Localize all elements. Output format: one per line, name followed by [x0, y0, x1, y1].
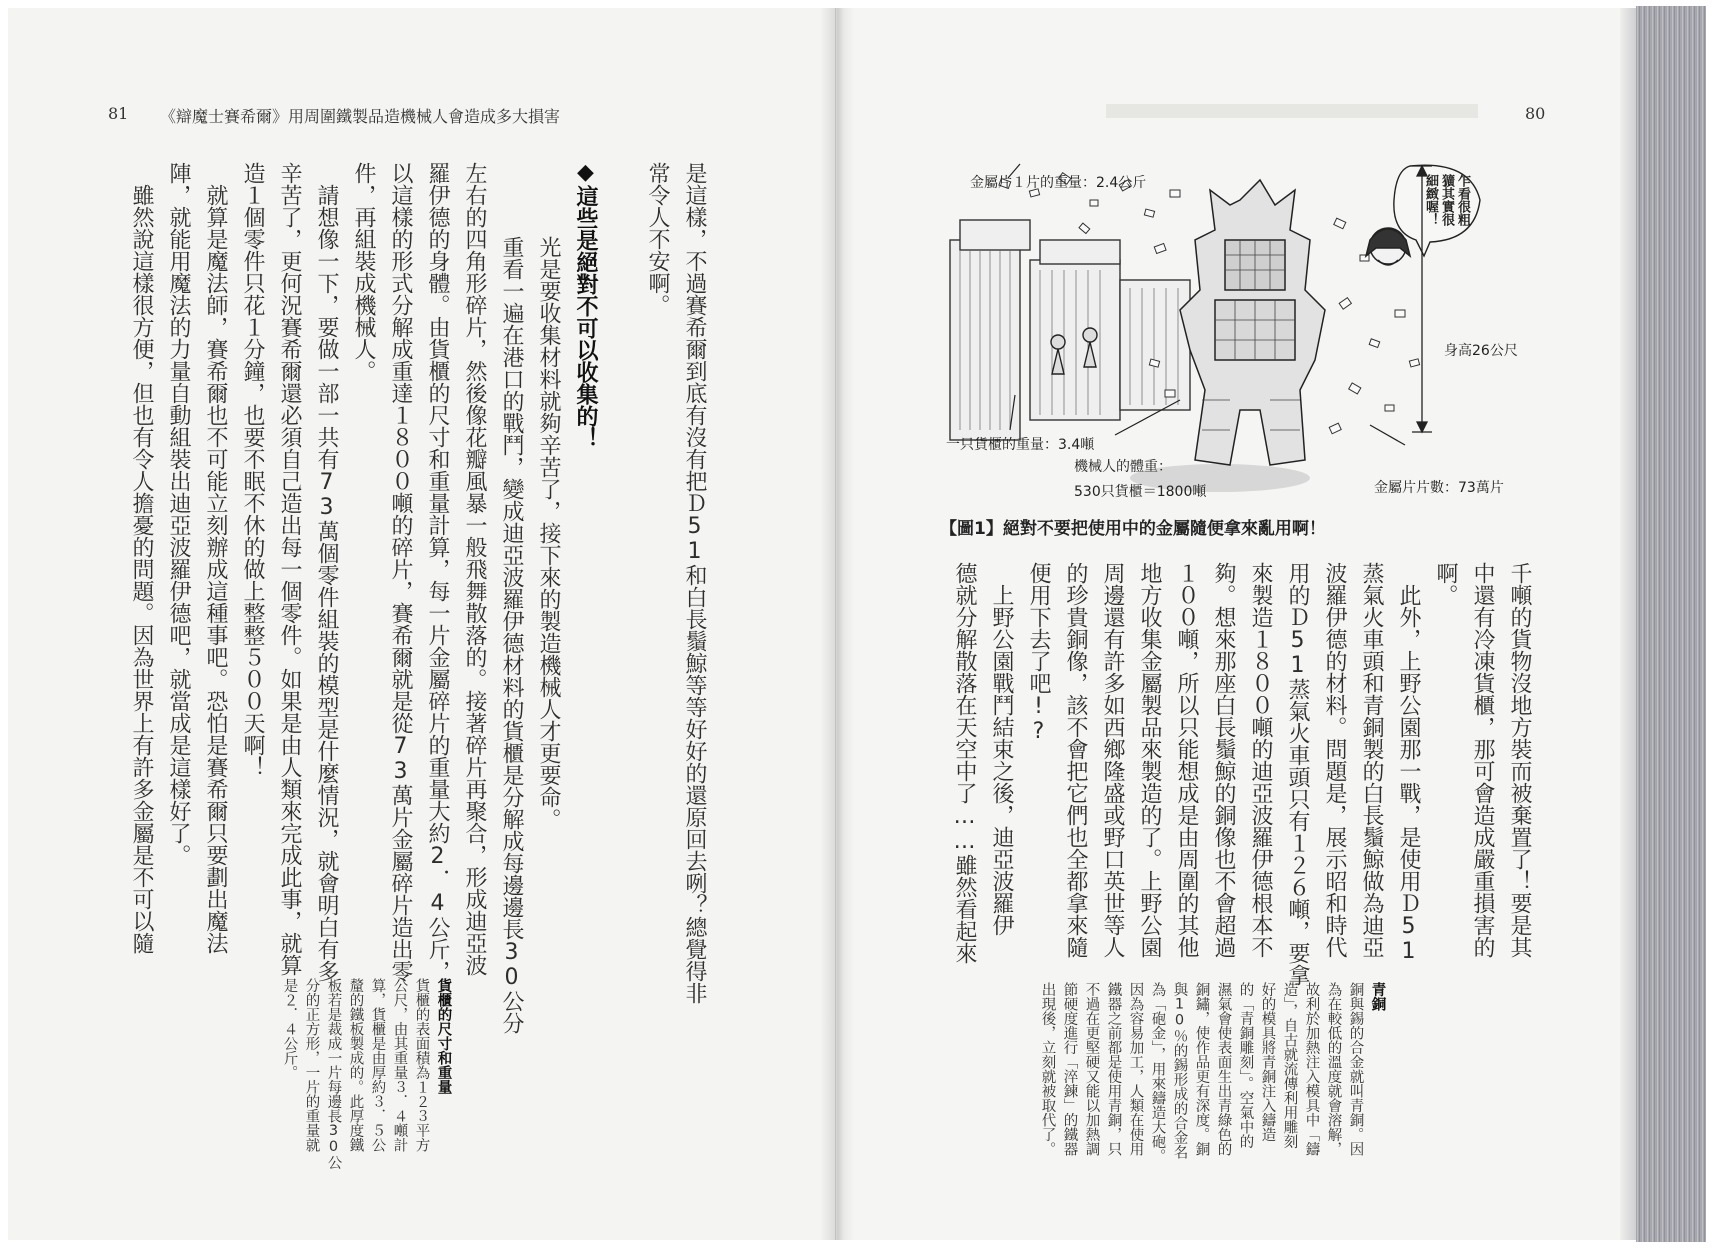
- right-col-11: 地方收集金屬製品來製造的了。上野公園: [1137, 562, 1162, 958]
- left-col-8: 以這樣的形式分解成重達１８００噸的碎片，賽希爾就是從73萬片金屬碎片造出零: [388, 162, 413, 982]
- figure-caption: 【圖1】絕對不要把使用中的金屬隨便拿來亂用啊！: [940, 519, 1326, 539]
- speech-line: 細緻喔！: [1423, 174, 1438, 226]
- left-col-6: 左右的四角形碎片，然後像花瓣風暴一般飛舞散落的。接著碎片再聚合，形成迪亞波: [462, 162, 487, 976]
- note-line: 貨櫃的表面積為１２３平方: [413, 978, 430, 1152]
- note-line: 釐的鐵板製成的。此厚度鐵: [347, 978, 364, 1152]
- note-line: 板若是裁成一片每邊長30公: [325, 978, 342, 1170]
- speech-line: 獷其實很: [1439, 174, 1454, 226]
- note-line: 分的正方形，一片的重量就: [303, 978, 320, 1152]
- note-line: 算，貨櫃是由厚約３．５公: [369, 978, 386, 1152]
- note-line: 的「青銅雕刻」。空氣中的: [1237, 982, 1254, 1149]
- left-col-2: 常令人不安啊。: [645, 162, 670, 316]
- right-col-4: 此外，上野公園那一戰，是使用Ｄ51: [1396, 562, 1421, 964]
- note-line: 好的模具將青銅注入鑄造: [1259, 982, 1276, 1142]
- label-robot-weight-1: 機械人的體重：: [1074, 459, 1172, 475]
- right-col-13: 的珍貴銅像，該不會把它們也全都拿來隨: [1063, 562, 1088, 958]
- label-fragment-count: 金屬片片數：73萬片: [1374, 480, 1504, 496]
- right-col-3: 啊。: [1433, 562, 1458, 606]
- note-line: 為在較低的溫度就會溶解，: [1325, 982, 1342, 1156]
- header-bleedthrough: [1106, 104, 1478, 118]
- left-col-9: 件，再組裝成機械人。: [351, 162, 376, 382]
- left-col-15: 雖然說這樣很方便，但也有令人擔憂的問題。因為世界上有許多金屬是不可以隨: [129, 162, 154, 954]
- right-col-14: 便用下去了吧!?: [1026, 562, 1051, 744]
- right-col-5: 蒸氣火車頭和青銅製的白長鬚鯨做為迪亞: [1359, 562, 1384, 958]
- label-robot-weight-2: 530只貨櫃＝1800噸: [1074, 484, 1207, 500]
- left-page-number: 81: [108, 104, 129, 123]
- label-height: 身高26公尺: [1444, 343, 1518, 359]
- section-heading: ◆這些是絕對不可以收集的！: [573, 160, 598, 449]
- label-container-weight: 一只貨櫃的重量：3.4噸: [946, 437, 1095, 453]
- right-col-15: 上野公園戰鬥結束之後，迪亞波羅伊: [989, 562, 1014, 936]
- right-page-number: 80: [1525, 104, 1546, 123]
- right-col-8: 來製造１８００噸的迪亞波羅伊德根本不: [1248, 562, 1273, 958]
- left-col-12: 造１個零件只花１分鐘，也要不眠不休的做上整整５００天啊！: [240, 162, 265, 778]
- right-col-1: 千噸的貨物沒地方裝而被棄置了！要是其: [1507, 562, 1532, 958]
- note-title-bronze: 青銅: [1369, 982, 1386, 1011]
- note-line: 公尺，由其重量３．４噸計: [391, 978, 408, 1152]
- left-col-5: 重看一遍在港口的戰鬥，變成迪亞波羅伊德材料的貨櫃是分解成每邊邊長30公分: [499, 214, 524, 1034]
- book-gutter: [820, 8, 854, 1240]
- note-line: 是２．４公斤。: [281, 978, 298, 1080]
- book-page-edges: [1636, 6, 1706, 1242]
- right-col-16: 德就分解散落在天空中了……雖然看起來: [952, 562, 977, 964]
- note-line: 節硬度進行「淬鍊」的鐵器: [1061, 982, 1078, 1156]
- right-col-2: 中還有冷凍貨櫃，那可會造成嚴重損害的: [1470, 562, 1495, 958]
- speech-line: 乍看很粗: [1455, 174, 1470, 226]
- right-col-9: 夠。想來那座白長鬚鯨的銅像也不會超過: [1211, 562, 1236, 958]
- left-col-14: 陣，就能用魔法的力量自動組裝出迪亞波羅伊德吧，就當成是這樣好了。: [166, 162, 191, 866]
- note-line: 銅與錫的合金就叫青銅。因: [1347, 982, 1364, 1156]
- note-line: 造」，自古就流傳利用雕刻: [1281, 982, 1298, 1149]
- note-line: 鐵器之前都是使用青銅，只: [1105, 982, 1122, 1156]
- label-fragment-weight: 金屬片１片的重量：2.4公斤: [970, 175, 1147, 191]
- left-col-1: 是這樣，不過賽希爾到底有沒有把Ｄ51和白長鬚鯨等等好好的還原回去咧？總覺得非: [682, 162, 707, 1004]
- note-line: 與10％的錫形成的合金名: [1171, 982, 1188, 1159]
- note-line: 因為容易加工，人類在使用: [1127, 982, 1144, 1156]
- note-line: 故利於加熱注入模具中「鑄: [1303, 982, 1320, 1156]
- right-col-12: 周邊還有許多如西鄉隆盛或野口英世等人: [1100, 562, 1125, 958]
- note-line: 濕氣會使表面生出青綠色的: [1215, 982, 1232, 1156]
- note-line: 為「砲金」，用來鑄造大砲。: [1149, 982, 1166, 1164]
- right-col-7: 用的Ｄ51蒸氣火車頭只有１２６噸，要拿: [1285, 562, 1310, 986]
- running-header: 《辯魔士賽希爾》用周圍鐵製品造機械人會造成多大損害: [160, 107, 561, 126]
- left-col-7: 羅伊德的身體。由貨櫃的尺寸和重量計算，每一片金屬碎片的重量大約2．4公斤，: [425, 162, 450, 982]
- note-line: 銅鏽，使作品更有深度。銅: [1193, 982, 1210, 1156]
- note-line: 不過在更堅硬又能以加熱調: [1083, 982, 1100, 1156]
- note-line: 出現後，立刻就被取代了。: [1039, 982, 1056, 1156]
- page-edge-shadow: [1620, 8, 1636, 1240]
- note-title-container: 貨櫃的尺寸和重量: [435, 978, 452, 1094]
- right-col-6: 波羅伊德的材料。問題是，展示昭和時代: [1322, 562, 1347, 958]
- left-col-4: 光是要收集材料就夠辛苦了，接下來的製造機械人才更要命。: [536, 214, 561, 830]
- left-col-13: 就算是魔法師，賽希爾也不可能立刻辦成這種事吧。恐怕是賽希爾只要劃出魔法: [203, 162, 228, 954]
- left-col-10: 請想像一下，要做一部一共有73萬個零件組裝的模型是什麼情況，就會明白有多: [314, 162, 339, 982]
- right-col-10: １００噸，所以只能想成是由周圍的其他: [1174, 562, 1199, 958]
- left-col-11: 辛苦了，更何況賽希爾還必須自己造出每一個零件。如果是由人類來完成此事，就算: [277, 162, 302, 976]
